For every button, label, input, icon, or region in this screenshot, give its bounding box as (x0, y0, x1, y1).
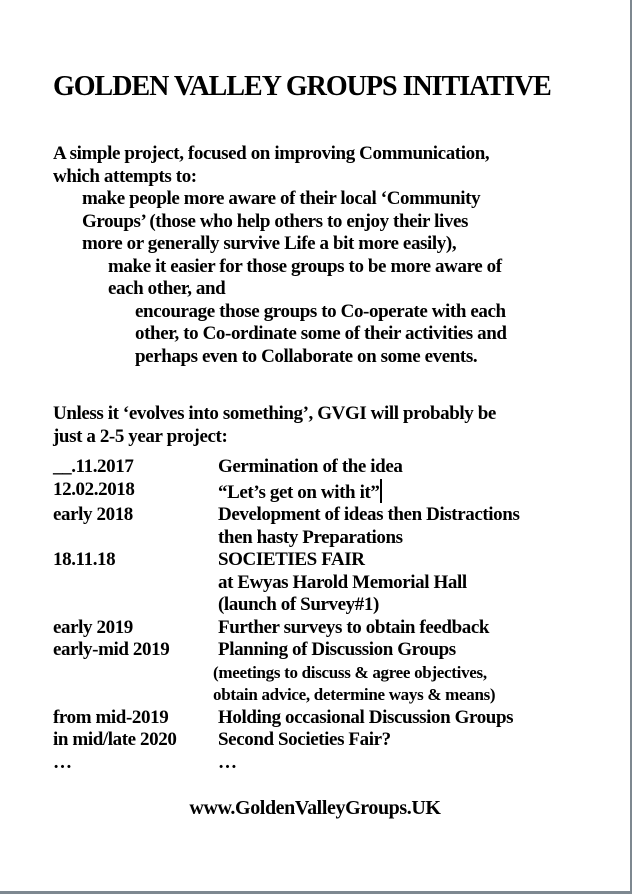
intro-paragraph (53, 143, 630, 368)
timeline-date: 18.11.18 (53, 549, 116, 570)
timeline-row (53, 752, 630, 775)
intro-line: A simple project, focused on improving Communication, (53, 143, 490, 164)
timeline-lead-line: Unless it ‘evolves into something’, GVGI will probably be (53, 403, 496, 424)
timeline-lead-paragraph (53, 403, 630, 448)
intro-line: each other, and (108, 278, 226, 299)
page-title: GOLDEN VALLEY GROUPS INITIATIVE (53, 71, 551, 102)
timeline-date: early 2018 (53, 504, 133, 525)
timeline-row (53, 639, 630, 707)
timeline-desc-line: … (218, 751, 237, 773)
timeline-date: __.11.2017 (53, 456, 134, 477)
timeline-desc-line: Planning of Discussion Groups (218, 639, 456, 660)
timeline-desc-text: “Let’s get on with it” (218, 481, 380, 503)
text-cursor (380, 479, 382, 503)
timeline-lead-line: just a 2-5 year project: (53, 425, 228, 447)
timeline-desc-line: Germination of the idea (218, 456, 403, 477)
timeline-row (53, 456, 630, 479)
timeline-desc-line: Development of ideas then Distractions (218, 504, 520, 525)
timeline-desc-line: Further surveys to obtain feedback (218, 616, 490, 638)
timeline-row (53, 549, 630, 617)
intro-line: Groups’ (those who help others to enjoy their lives (82, 210, 468, 232)
timeline-desc-line: Holding occasional Discussion Groups (218, 706, 514, 728)
timeline-desc-line: at Ewyas Harold Memorial Hall (218, 571, 467, 593)
timeline-desc-line: (launch of Survey#1) (218, 594, 379, 615)
timeline-date: in mid/late 2020 (53, 729, 177, 750)
intro-line: make it easier for those groups to be more aware of (108, 255, 502, 277)
timeline-desc-line: obtain advice, determine ways & means) (213, 685, 496, 704)
timeline-row (53, 479, 630, 505)
intro-line: perhaps even to Collaborate on some events. (135, 345, 478, 367)
timeline-desc-line (218, 479, 382, 505)
timeline (53, 456, 630, 774)
timeline-row (53, 707, 630, 730)
intro-line: which attempts to: (53, 165, 197, 187)
website-url: www.GoldenValleyGroups.UK (189, 797, 441, 819)
timeline-date: early 2019 (53, 616, 133, 638)
intro-line: more or generally survive Life a bit more easily), (82, 233, 457, 254)
timeline-row (53, 504, 630, 549)
timeline-desc-line: Second Societies Fair? (218, 729, 391, 750)
timeline-row (53, 617, 630, 640)
timeline-desc-line: (meetings to discuss & agree objectives, (213, 662, 487, 682)
timeline-desc-line: SOCIETIES FAIR (218, 549, 365, 570)
timeline-date: … (53, 751, 72, 773)
timeline-date: early-mid 2019 (53, 639, 170, 660)
timeline-desc-line: then hasty Preparations (218, 526, 403, 548)
intro-line: make people more aware of their local ‘Community (82, 188, 481, 209)
timeline-row (53, 729, 630, 752)
timeline-date: from mid-2019 (53, 706, 169, 728)
intro-line: other, to Co-ordinate some of their activities and (135, 323, 507, 344)
timeline-date: 12.02.2018 (53, 478, 135, 500)
intro-line: encourage those groups to Co-operate with each (135, 300, 506, 322)
